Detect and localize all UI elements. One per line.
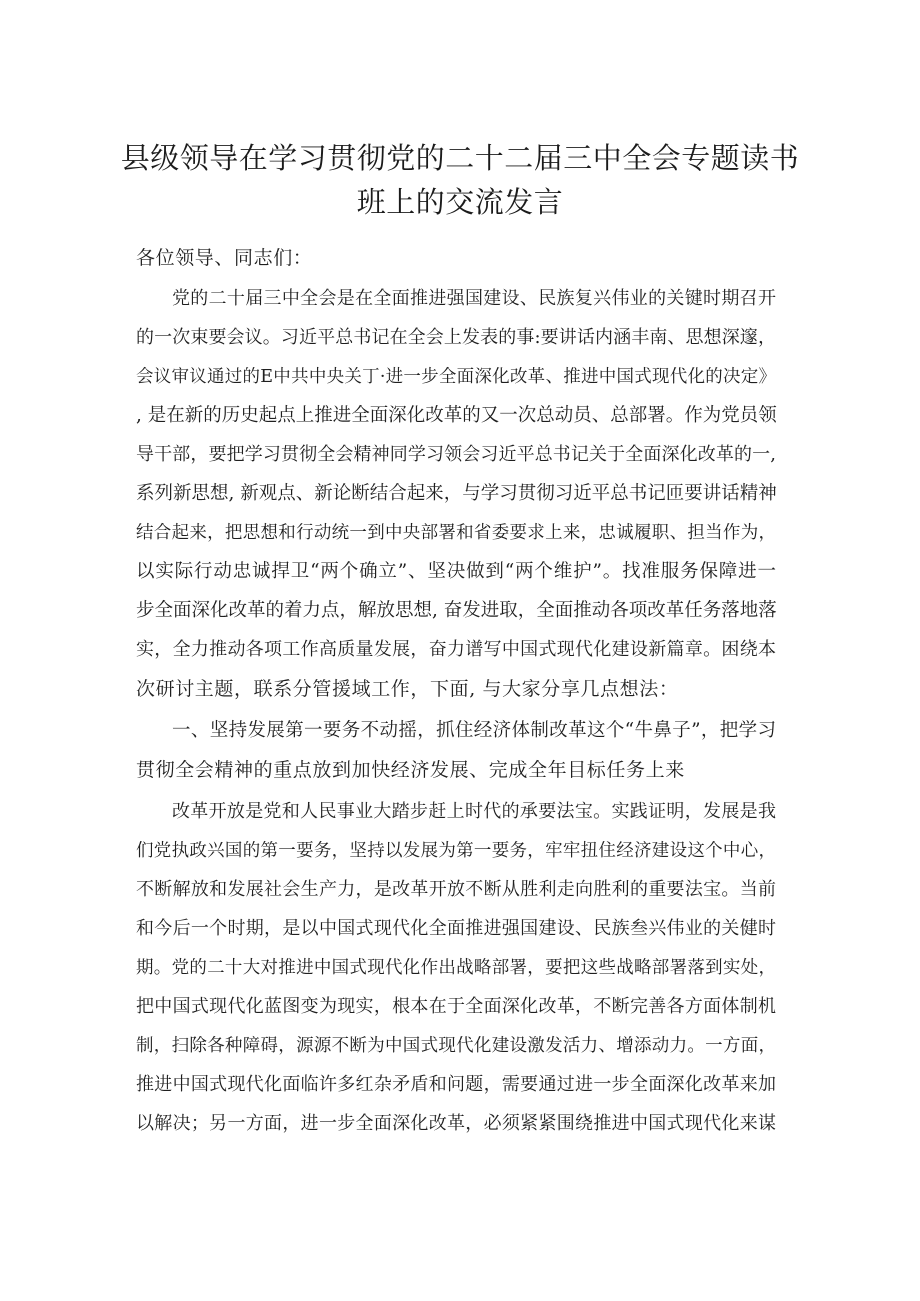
salutation: 各位领导、同志们： [136,247,313,269]
paragraph-2-line: 和今后一个时期，是以中国式现代化全面推进强国建设、民族叁兴伟业的关健时 [136,918,776,939]
paragraph-1-line: 会议审议通过的E中共中央关丁·进一步全面深化改革、推进中国式现代化的决定》 [136,367,776,387]
paragraph-2-line: 以解决；另一方面，进一步全面深化改革，必须紧紧围绕推进中国式现代化来谋 [136,1113,776,1134]
paragraph-2-line: 不断解放和发展社会生产力，是改革开放不断从胜利走向胜利的重要法宝。当前 [136,879,776,900]
paragraph-1-line: 系列新思想, 新观点、新论断结合起来，与学习贯彻习近平总书记匝要讲话精神 [136,483,777,504]
paragraph-1-line: 实，全力推动各项工作高质量发展，奋力谱写中国式现代化建设新篇章。困绕本 [136,639,776,660]
paragraph-1-line: 导干部，要把学习贯彻全会精神同学习领会习近平总书记关于全面深化改革的一, [136,444,776,465]
paragraph-1-line: 以实际行动忠诚捍卫“两个确立”、坚决做到“两个维护”。找准服务保障进一 [136,561,776,582]
paragraph-1-line: 步全面深化改革的着力点，解放思想, 奋发进取，全面推动各项改革任务落地落 [136,600,777,621]
paragraph-2-line: 改革开放是党和人民事业大踏步赶上时代的承要法宝。实践证明，发展是我 [172,801,776,822]
document-title-line-2: 班上的交流发言 [356,185,564,219]
paragraph-2-line: 期。党的二十大对推进中国式现代化作出战略部署，要把这些战略部署落到实处， [136,958,776,978]
document-title-line-1: 县级领导在学习贯彻党的二十二届三中全会专题读书 [120,141,800,175]
section-heading-1-line: 一、坚持发展第一要务不动摇，抓住经济体制改革这个“牛鼻子”，把学习 [172,720,776,741]
paragraph-1-line: 结合起来，把思想和行动统一到中央部署和省委要求上来，忠诚履职、担当作为， [136,523,776,543]
paragraph-2-line: 们党执政兴国的第一要务，坚持以发展为第一要务，牢牢扭住经济建设这个中心， [136,841,776,861]
paragraph-2-line: 制，扫除各种障碍，源源不断为中国式现代化建设激发活力、增添动力。一方面， [136,1036,776,1056]
paragraph-1-line: , 是在新的历史起点上推进全面深化改革的又一次总动员、总部署。作为党员领 [136,405,777,426]
paragraph-2-line: 把中国式现代化蓝图变为现实，根本在于全面深化改革，不断完善各方面体制机 [136,996,776,1017]
paragraph-1-line: 党的二十届三中全会是在全面推进强国建设、民族复兴伟业的关键时期召开 [172,288,776,309]
paragraph-2-line: 推进中国式现代化面临许多红杂矛盾和问题，需要通过进一步全面深化改革来加 [136,1074,776,1095]
section-heading-1-line: 贯彻全会精神的重点放到加快经济发展、完成全年目标任务上来 [136,759,685,781]
paragraph-1-line: 次研讨主题，联系分管援域工作，下面, 与大家分享几点想法： [136,678,679,700]
paragraph-1-line: 的一次束要会议。习近平总书记在全会上发表的事:要讲话内涵丰南、思想深邃， [136,327,776,348]
